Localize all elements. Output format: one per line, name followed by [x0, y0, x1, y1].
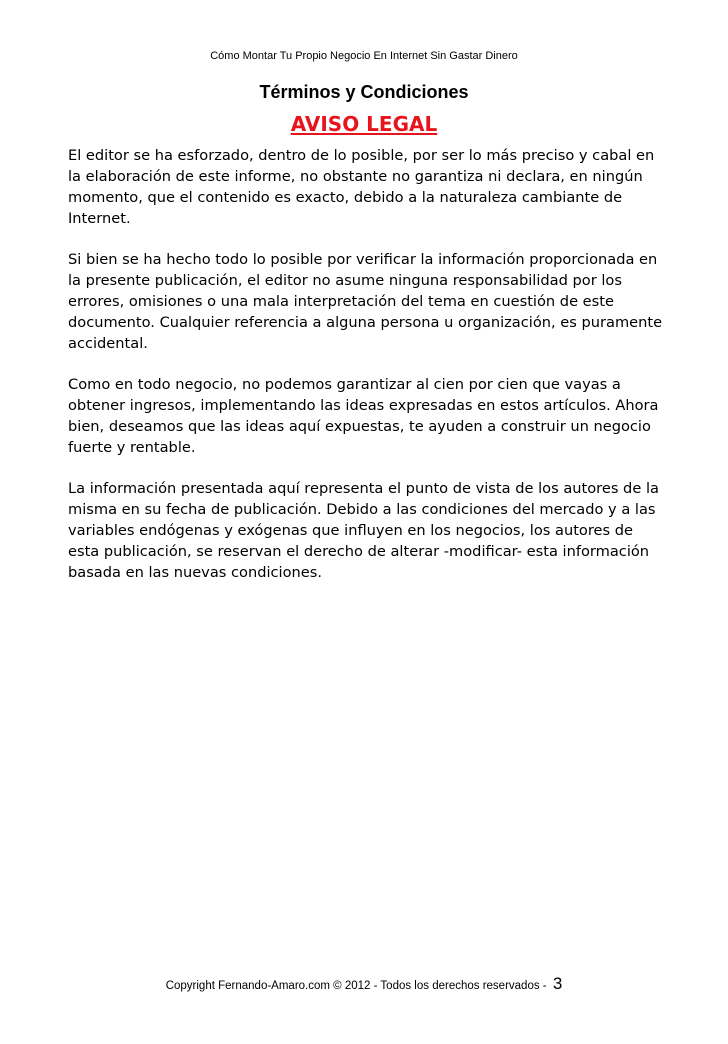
page-title: Términos y Condiciones	[259, 82, 469, 102]
section-title: AVISO LEGAL	[290, 112, 438, 136]
page-number: 3	[552, 974, 563, 993]
running-header: Cómo Montar Tu Propio Negocio En Internet Sin Gastar Dinero	[210, 50, 518, 62]
page-footer	[0, 974, 728, 996]
paragraph-2: Si bien se ha hecho todo lo posible por verificar la información proporcionada en la presente publicación, el editor no asume ninguna responsabilidad por los errores, omisiones o una mala interpretación del tema en cuestión de este documento. Cualquier referencia a alguna persona u organización, es puramente accidental.	[68, 251, 663, 352]
paragraph-1: El editor se ha esforzado, dentro de lo posible, por ser lo más preciso y cabal en la elaboración de este informe, no obstante no garantiza ni declara, en ningún momento, que el contenido es exacto, debido a la naturaleza cambiante de Internet.	[68, 147, 655, 227]
footer-copyright: Copyright Fernando-Amaro.com © 2012 - Todos los derechos reservados -	[165, 980, 547, 992]
paragraph-4: La información presentada aquí representa el punto de vista de los autores de la misma en su fecha de publicación. Debido a las condiciones del mercado y a las variables endógenas y exógenas que influyen en los negocios, los autores de esta publicación, se reservan el derecho de alterar -modificar- esta información basada en las nuevas condiciones.	[68, 480, 659, 581]
body-text	[68, 145, 668, 603]
paragraph-3: Como en todo negocio, no podemos garantizar al cien por cien que vayas a obtener ingresos, implementando las ideas expresadas en estos artículos. Ahora bien, deseamos que las ideas aquí expuestas, te ayuden a construir un negocio fuerte y rentable.	[68, 376, 659, 456]
